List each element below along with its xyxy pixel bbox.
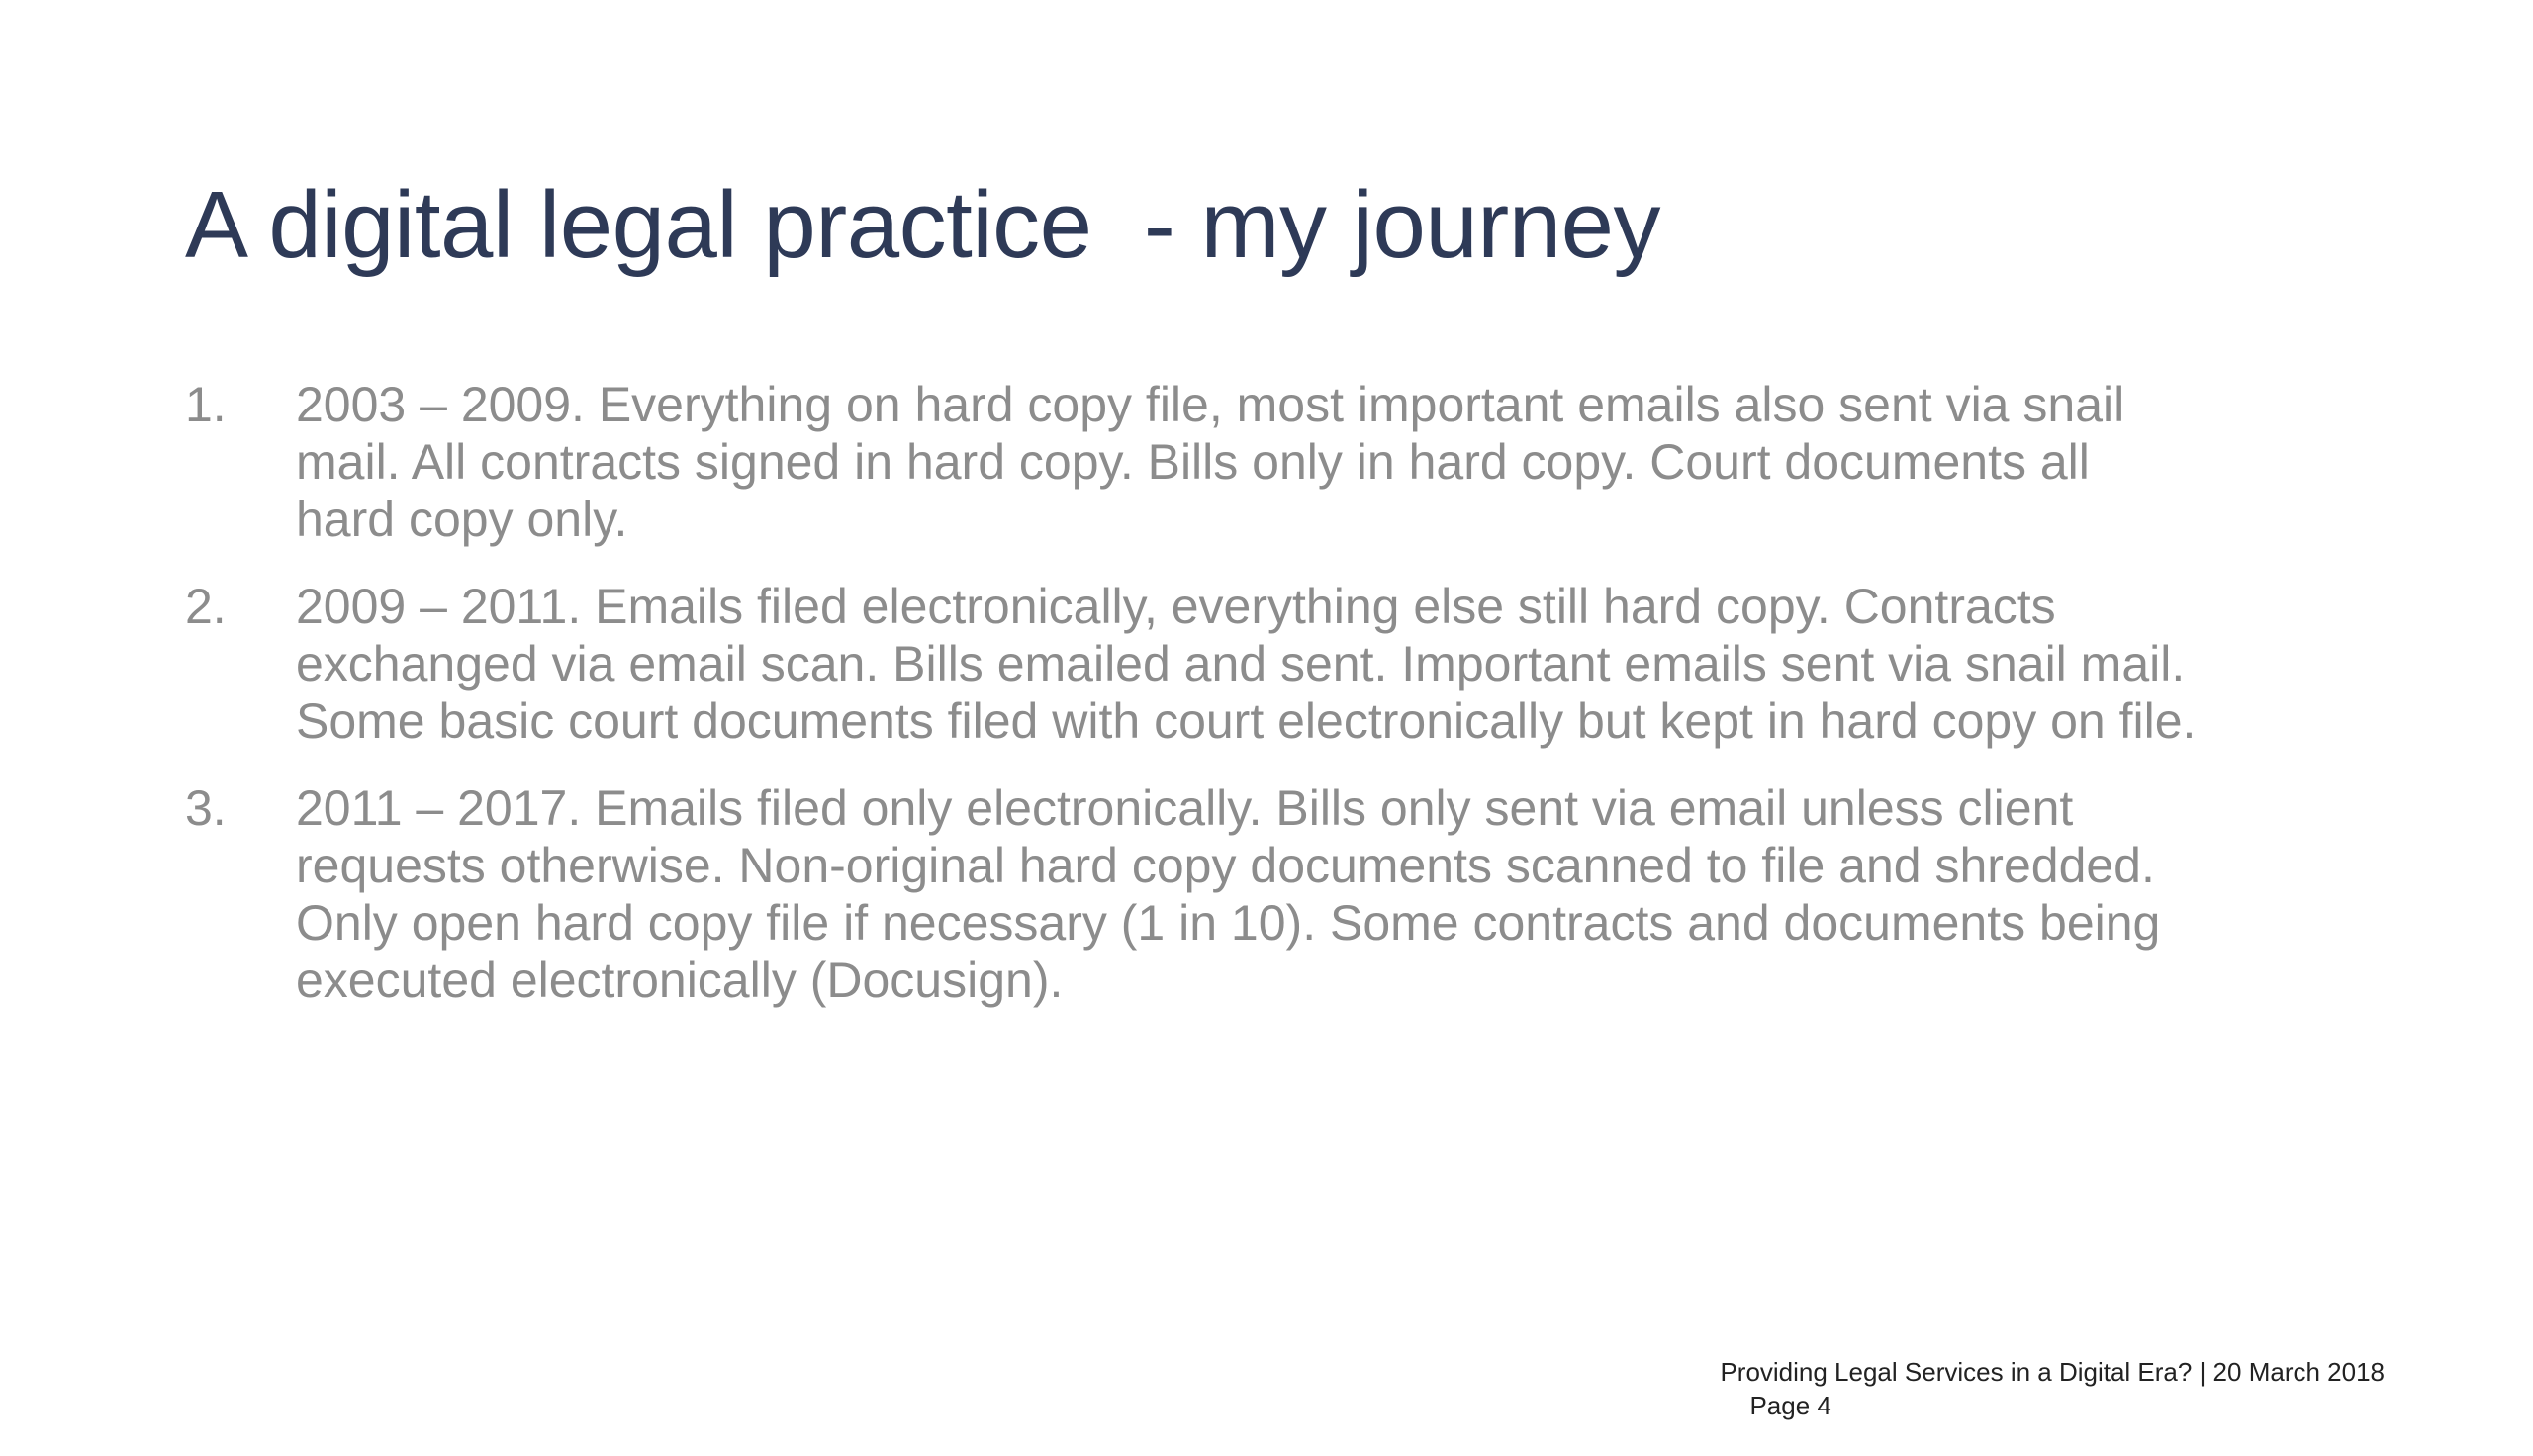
list-item-text: 2009 – 2011. Emails filed electronically, everything else still hard copy. Contracts exchanged via email scan. Bills emailed and sent. Important emails sent via snail mail. Some basic court documents filed with court electronically but kept in hard copy on file. [296, 579, 2197, 749]
list-item-number: 3. [185, 780, 227, 836]
footer-presentation-info: Providing Legal Services in a Digital Era? | 20 March 2018 [1720, 1357, 2385, 1387]
page-number: Page 4 [1749, 1391, 1831, 1420]
journey-list [185, 376, 2401, 1039]
list-item [185, 779, 2401, 1009]
list-item-number: 1. [185, 377, 227, 432]
list-item [185, 376, 2401, 548]
list-item-text: 2011 – 2017. Emails filed only electronically. Bills only sent via email unless client requests otherwise. Non-original hard copy documents scanned to file and shredded. Only open hard copy file if necessary (1 in 10). Some contracts and documents being executed electronically (Docusign). [296, 780, 2161, 1008]
slide-footer [1692, 1321, 2385, 1456]
list-item [185, 578, 2401, 750]
slide-title: A digital legal practice - my journey [185, 172, 1661, 278]
list-item-number: 2. [185, 579, 227, 634]
list-item-text: 2003 – 2009. Everything on hard copy file, most important emails also sent via snail mail. All contracts signed in hard copy. Bills only in hard copy. Court documents all hard copy only. [296, 377, 2125, 547]
